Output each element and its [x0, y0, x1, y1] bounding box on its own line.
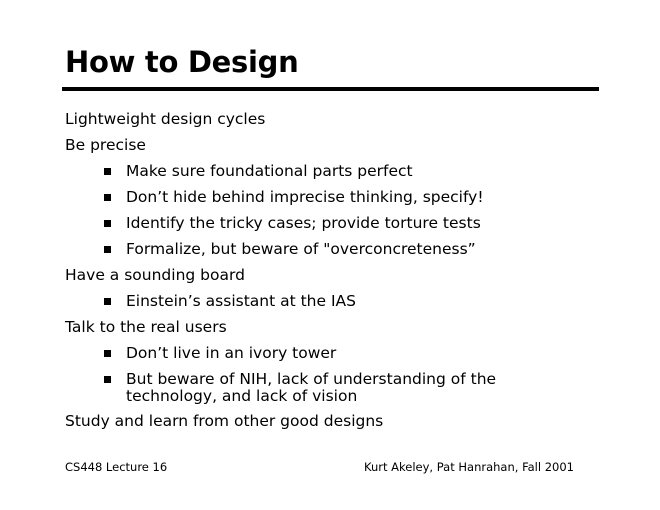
footer-course: CS448 Lecture 16 — [65, 460, 168, 474]
top-level-item: Have a sounding board — [65, 266, 245, 284]
sub-item: Don’t live in an ivory tower — [126, 344, 337, 362]
sub-item-continuation: technology, and lack of vision — [126, 387, 358, 405]
bullet-icon — [104, 194, 111, 201]
bullet-icon — [104, 376, 111, 383]
sub-item: Formalize, but beware of "overconcreteness” — [126, 240, 476, 258]
bullet-icon — [104, 168, 111, 175]
top-level-item: Be precise — [65, 136, 146, 154]
bullet-icon — [104, 350, 111, 357]
sub-item: Don’t hide behind imprecise thinking, specify! — [126, 188, 484, 206]
sub-item: But beware of NIH, lack of understanding of the — [126, 370, 497, 388]
sub-item: Identify the tricky cases; provide torture tests — [126, 214, 481, 232]
bullet-icon — [104, 246, 111, 253]
page-title: How to Design — [65, 45, 299, 79]
top-level-item: Talk to the real users — [65, 318, 227, 336]
top-level-item: Lightweight design cycles — [65, 110, 266, 128]
sub-item: Einstein’s assistant at the IAS — [126, 292, 356, 310]
sub-item: Make sure foundational parts perfect — [126, 162, 413, 180]
footer-authors: Kurt Akeley, Pat Hanrahan, Fall 2001 — [364, 460, 574, 474]
bullet-icon — [104, 298, 111, 305]
bullet-icon — [104, 220, 111, 227]
title-rule — [62, 87, 599, 91]
top-level-item: Study and learn from other good designs — [65, 412, 384, 430]
